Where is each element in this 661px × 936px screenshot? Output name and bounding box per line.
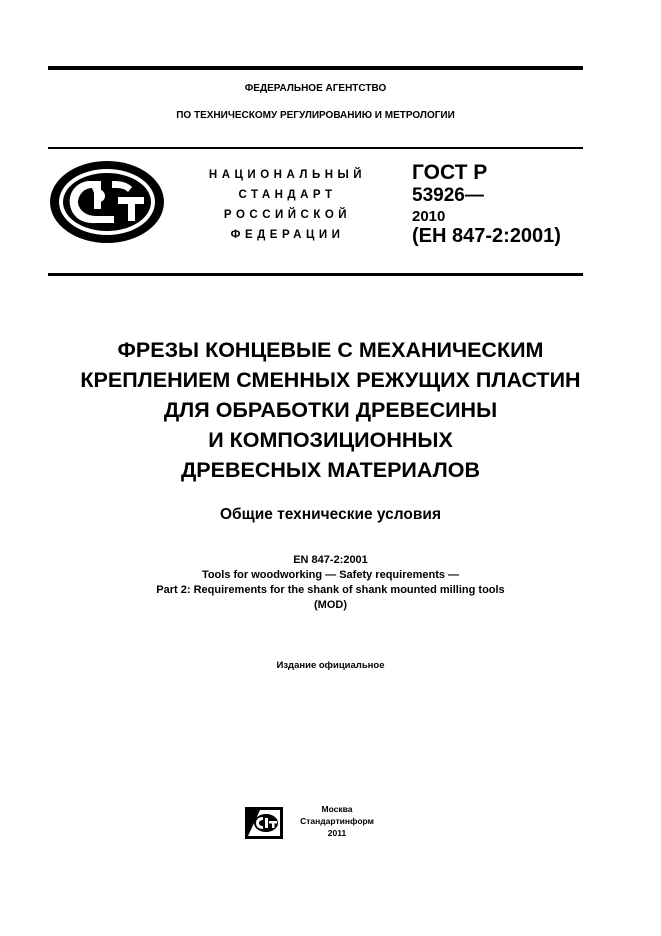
standard-type-line: НАЦИОНАЛЬНЫЙ [208, 169, 367, 181]
en-reference-line: Part 2: Requirements for the shank of shank mounted milling tools [156, 584, 505, 596]
standard-type-line: СТАНДАРТ [238, 189, 337, 201]
agency-name-line2: ПО ТЕХНИЧЕСКОМУ РЕГУЛИРОВАНИЮ И МЕТРОЛОГИИ [176, 110, 455, 121]
standartinform-logo-icon [244, 806, 284, 840]
designation-line4: (ЕН 847-2:2001) [412, 225, 561, 247]
header-divider [48, 147, 583, 149]
title-line: И КОМПОЗИЦИОННЫХ [208, 428, 453, 452]
publisher-city: Москва [321, 804, 353, 814]
title-line: ФРЕЗЫ КОНЦЕВЫЕ С МЕХАНИЧЕСКИМ [117, 338, 544, 362]
standard-type-block [190, 165, 385, 245]
title-line: ДЛЯ ОБРАБОТКИ ДРЕВЕСИНЫ [163, 398, 498, 422]
agency-name-line1: ФЕДЕРАЛЬНОЕ АГЕНТСТВО [244, 83, 387, 94]
designation-line3: 2010 [412, 208, 446, 225]
publisher-name: Стандартинформ [300, 816, 374, 826]
publisher-year: 2011 [327, 828, 347, 838]
edition-label: Издание официальное [276, 660, 385, 671]
standard-designation [412, 162, 561, 246]
designation-line1: ГОСТ Р [412, 161, 488, 184]
standard-type-line: РОССИЙСКОЙ [223, 209, 352, 221]
title-line: КРЕПЛЕНИЕМ СМЕННЫХ РЕЖУЩИХ ПЛАСТИН [80, 368, 581, 392]
en-reference [40, 553, 621, 613]
designation-line2: 53926— [412, 185, 484, 206]
en-reference-line: EN 847-2:2001 [293, 554, 368, 566]
standard-type-line: ФЕДЕРАЦИИ [230, 229, 345, 241]
en-reference-line: (MOD) [314, 599, 347, 611]
header-bottom-rule [48, 273, 583, 276]
gost-r-certification-emblem-icon [48, 159, 166, 245]
top-rule [48, 66, 583, 70]
title-line: ДРЕВЕСНЫХ МАТЕРИАЛОВ [180, 458, 481, 482]
document-subtitle: Общие технические условия [220, 506, 441, 523]
document-title [40, 335, 621, 485]
en-reference-line: Tools for woodworking — Safety requirements — [201, 569, 460, 581]
publisher-block [292, 803, 382, 839]
